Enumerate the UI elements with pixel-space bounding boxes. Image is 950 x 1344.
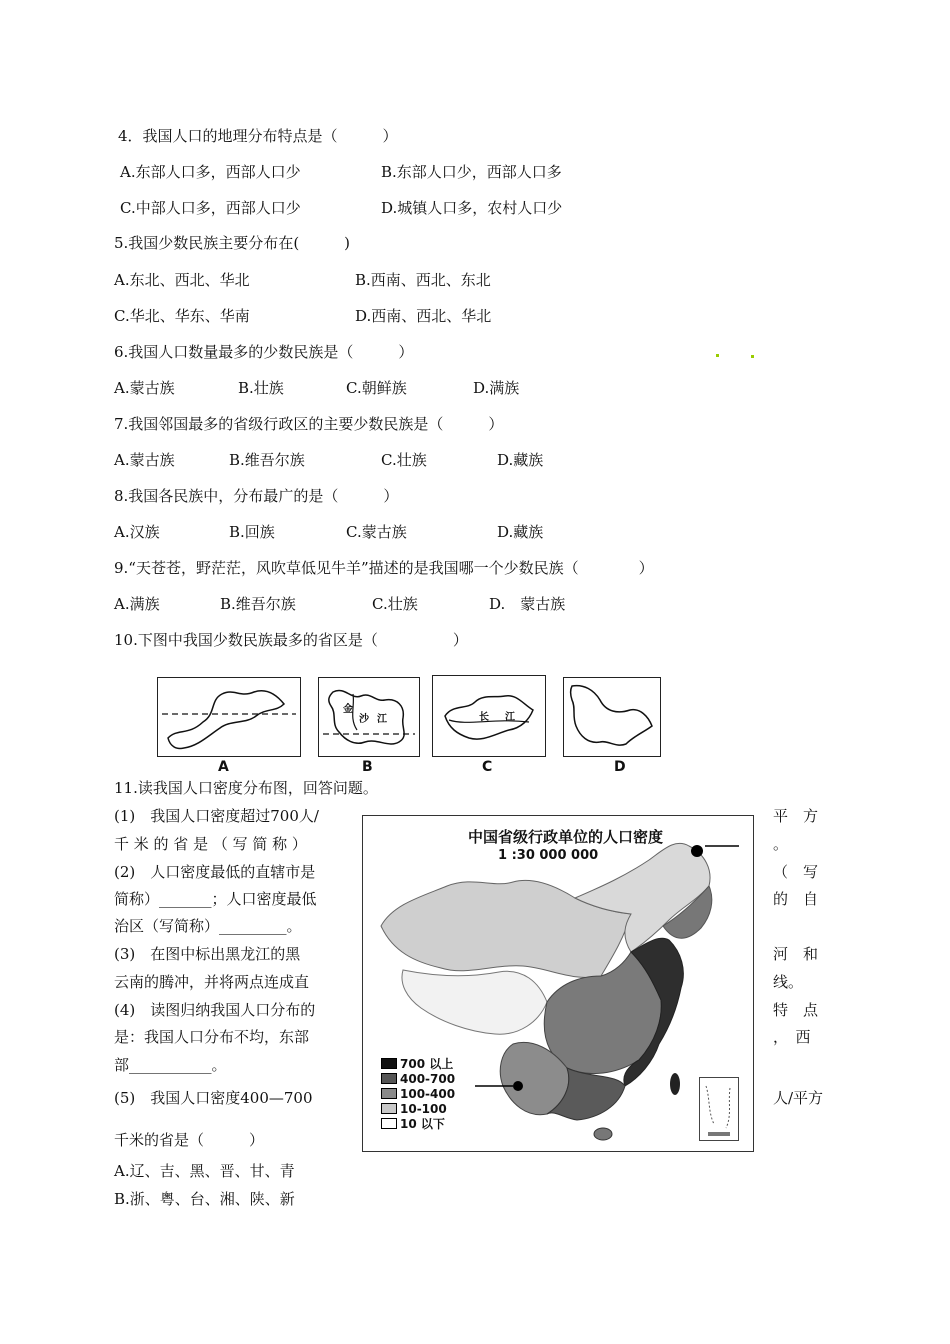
q7-option-b: B.维吾尔族 bbox=[229, 451, 305, 469]
q11-right: ， 西 bbox=[773, 1028, 811, 1046]
q10-stem: 10.下图中我国少数民族最多的省区是（ ） bbox=[114, 631, 468, 649]
map-b-label: B bbox=[362, 759, 373, 775]
q9-option-c: C.壮族 bbox=[372, 595, 418, 613]
q5-stem: 5.我国少数民族主要分布在( ) bbox=[114, 234, 351, 252]
legend-swatch bbox=[381, 1103, 397, 1114]
legend-label: 10-100 bbox=[400, 1101, 447, 1116]
q11-line: (1) 我国人口密度超过700人/ bbox=[114, 807, 319, 825]
q11-right: 。 bbox=[773, 835, 789, 853]
map-legend bbox=[381, 1056, 455, 1131]
q6-option-c: C.朝鲜族 bbox=[346, 379, 407, 397]
legend-row bbox=[381, 1071, 455, 1086]
q8-stem: 8.我国各民族中，分布最广的是（ ） bbox=[114, 487, 399, 505]
q11-line: (3) 在图中标出黑龙江的黑 bbox=[114, 945, 301, 963]
legend-label: 100-400 bbox=[400, 1086, 456, 1101]
q4-option-b: B.东部人口少，西部人口多 bbox=[381, 163, 562, 181]
inset-islands bbox=[700, 1078, 738, 1140]
legend-swatch bbox=[381, 1073, 397, 1084]
q11-line: (5) 我国人口密度400—700 bbox=[114, 1089, 313, 1107]
map-d-label: D bbox=[614, 759, 626, 775]
q9-option-a: A.满族 bbox=[114, 595, 160, 613]
q6-option-d: D.满族 bbox=[473, 379, 520, 397]
q11-right: 平 方 bbox=[773, 807, 819, 825]
q6-option-a: A.蒙古族 bbox=[114, 379, 175, 397]
river-char: 江 bbox=[377, 714, 387, 725]
q11-line: (2) 人口密度最低的直辖市是 bbox=[114, 863, 316, 881]
population-density-map bbox=[362, 815, 754, 1152]
outline-map-b bbox=[318, 677, 420, 757]
speck-mark bbox=[751, 355, 754, 358]
q9-option-b: B.维吾尔族 bbox=[220, 595, 296, 613]
south-china-sea-inset bbox=[699, 1077, 739, 1141]
province-outline-a bbox=[158, 678, 300, 756]
q11-line: 治区（写简称）_________。 bbox=[114, 917, 302, 935]
q5-option-c: C.华北、华东、华南 bbox=[114, 307, 250, 325]
q8-option-b: B.回族 bbox=[229, 523, 275, 541]
q7-option-c: C.壮族 bbox=[381, 451, 427, 469]
q11-stem: 11.读我国人口密度分布图，回答问题。 bbox=[114, 779, 378, 797]
q11-right: 特 点 bbox=[773, 1001, 819, 1019]
q11-line: 是：我国人口分布不均，东部 bbox=[114, 1028, 310, 1046]
q9-option-d: D. 蒙古族 bbox=[489, 595, 566, 613]
q9-stem: 9.“天苍苍，野茫茫，风吹草低见牛羊”描述的是我国哪一个少数民族（ ） bbox=[114, 559, 654, 577]
legend-swatch bbox=[381, 1058, 397, 1069]
legend-label: 10 以下 bbox=[400, 1117, 445, 1131]
q4-option-c: C.中部人口多，西部人口少 bbox=[120, 199, 301, 217]
province-outline-b bbox=[319, 678, 419, 756]
q11-option-b: B.浙、粤、台、湘、陕、新 bbox=[114, 1190, 295, 1208]
legend-label: 700 以上 bbox=[400, 1057, 454, 1071]
river-char: 长 bbox=[479, 712, 489, 723]
legend-row bbox=[381, 1056, 455, 1071]
legend-label: 400-700 bbox=[400, 1071, 456, 1086]
q11-right: （ 写 bbox=[773, 863, 819, 881]
q11-right: 的 自 bbox=[773, 890, 819, 908]
outline-map-d bbox=[563, 677, 661, 757]
legend-row bbox=[381, 1116, 455, 1131]
q6-option-b: B.壮族 bbox=[238, 379, 284, 397]
map-a-label: A bbox=[218, 759, 229, 775]
q11-line: 千 米 的 省 是 （ 写 简 称 ） bbox=[114, 835, 307, 853]
q11-line: 云南的腾冲，并将两点连成直 bbox=[114, 973, 310, 991]
q4-option-a: A.东部人口多，西部人口少 bbox=[120, 163, 301, 181]
q11-line: (4) 读图归纳我国人口分布的 bbox=[114, 1001, 316, 1019]
legend-swatch bbox=[381, 1088, 397, 1099]
river-char: 金 bbox=[343, 704, 353, 715]
q7-option-d: D.藏族 bbox=[497, 451, 544, 469]
q5-option-d: D.西南、西北、华北 bbox=[355, 307, 492, 325]
legend-row bbox=[381, 1101, 455, 1116]
q4-stem: 4．我国人口的地理分布特点是（ ） bbox=[118, 127, 398, 145]
q11-right: 人/平方 bbox=[773, 1089, 824, 1107]
q8-option-d: D.藏族 bbox=[497, 523, 544, 541]
q11-right: 河 和 bbox=[773, 945, 819, 963]
river-char: 江 bbox=[505, 712, 515, 723]
q7-option-a: A.蒙古族 bbox=[114, 451, 175, 469]
river-char: 沙 bbox=[359, 714, 369, 725]
legend-row bbox=[381, 1086, 455, 1101]
q5-option-a: A.东北、西北、华北 bbox=[114, 271, 250, 289]
province-outline-c bbox=[433, 676, 545, 756]
q8-option-a: A.汉族 bbox=[114, 523, 160, 541]
q11-line: 部___________。 bbox=[114, 1056, 227, 1074]
q11-option-a: A.辽、吉、黑、晋、甘、青 bbox=[114, 1162, 295, 1180]
q5-option-b: B.西南、西北、东北 bbox=[355, 271, 491, 289]
q11-line: 简称）_______；人口密度最低 bbox=[114, 890, 317, 908]
q7-stem: 7.我国邻国最多的省级行政区的主要少数民族是（ ） bbox=[114, 415, 504, 433]
map-title: 中国省级行政单位的人口密度 bbox=[468, 828, 664, 846]
q11-right: 线。 bbox=[773, 973, 804, 991]
q6-stem: 6.我国人口数量最多的少数民族是（ ） bbox=[114, 343, 414, 361]
outline-map-c bbox=[432, 675, 546, 757]
outline-map-a bbox=[157, 677, 301, 757]
q8-option-c: C.蒙古族 bbox=[346, 523, 407, 541]
legend-swatch bbox=[381, 1118, 397, 1129]
map-c-label: C bbox=[482, 759, 493, 775]
q11-tail: 千米的省是（ ） bbox=[114, 1131, 265, 1149]
q4-option-d: D.城镇人口多，农村人口少 bbox=[381, 199, 563, 217]
map-scale: 1 :30 000 000 bbox=[498, 848, 599, 863]
province-outline-d bbox=[564, 678, 660, 756]
speck-mark bbox=[716, 354, 719, 357]
